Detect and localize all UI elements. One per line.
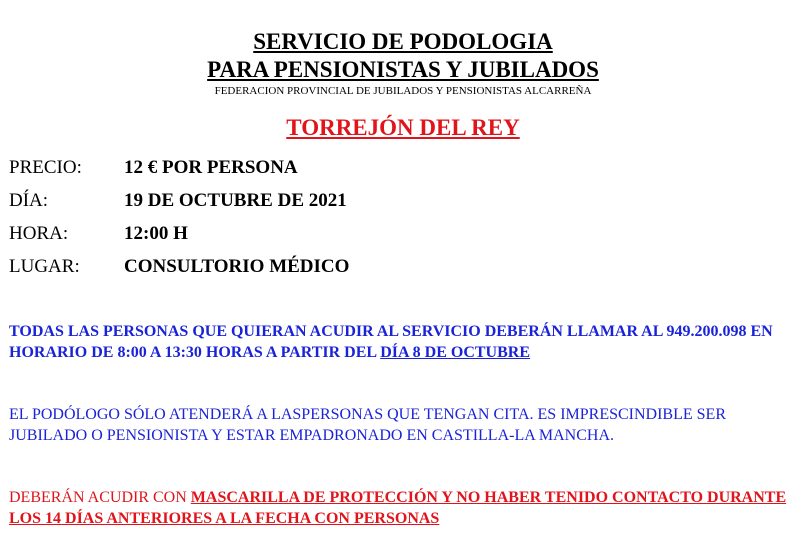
place-row bbox=[9, 256, 349, 278]
safety-notice bbox=[9, 487, 799, 529]
price-row bbox=[9, 157, 298, 179]
time-label: HORA: bbox=[9, 223, 69, 244]
time-value: 12:00 H bbox=[124, 223, 188, 244]
safety-text: DEBERÁN ACUDIR CON bbox=[9, 489, 191, 506]
day-label: DÍA: bbox=[9, 190, 49, 211]
appointment-instructions bbox=[9, 321, 799, 363]
day-value: 19 DE OCTUBRE DE 2021 bbox=[124, 190, 347, 211]
appointment-start-date: DÍA 8 DE OCTUBRE bbox=[380, 344, 530, 361]
eligibility-notice: EL PODÓLOGO SÓLO ATENDERÁ A LASPERSONAS QUE TENGAN CITA. ES IMPRESCINDIBLE SER JUBILADO O PENSIONISTA Y ESTAR EMPADRONADO EN CASTILLA-LA MANCHA. bbox=[9, 406, 726, 444]
price-label: PRECIO: bbox=[9, 157, 82, 178]
service-audience-title: PARA PENSIONISTAS Y JUBILADOS bbox=[207, 57, 599, 82]
place-value: CONSULTORIO MÉDICO bbox=[124, 256, 350, 277]
day-row bbox=[9, 190, 347, 212]
service-title: SERVICIO DE PODOLOGIA bbox=[253, 29, 553, 54]
federation-subtitle: FEDERACION PROVINCIAL DE JUBILADOS Y PENSIONISTAS ALCARREÑA bbox=[214, 85, 592, 97]
appointment-text: TODAS LAS PERSONAS QUE QUIERAN ACUDIR AL SERVICIO DEBERÁN LLAMAR AL 949.200.098 EN HORARIO DE 8:00 A 13:30 HORAS A PARTIR DEL bbox=[9, 323, 773, 361]
time-row bbox=[9, 223, 188, 245]
place-label: LUGAR: bbox=[9, 256, 80, 277]
safety-requirements: MASCARILLA DE PROTECCIÓN Y NO HABER TENIDO CONTACTO DURANTE LOS 14 DÍAS ANTERIORES A LA FECHA CON PERSONAS bbox=[9, 489, 787, 527]
price-value: 12 € POR PERSONA bbox=[124, 157, 298, 178]
town-heading: TORREJÓN DEL REY bbox=[286, 115, 520, 140]
